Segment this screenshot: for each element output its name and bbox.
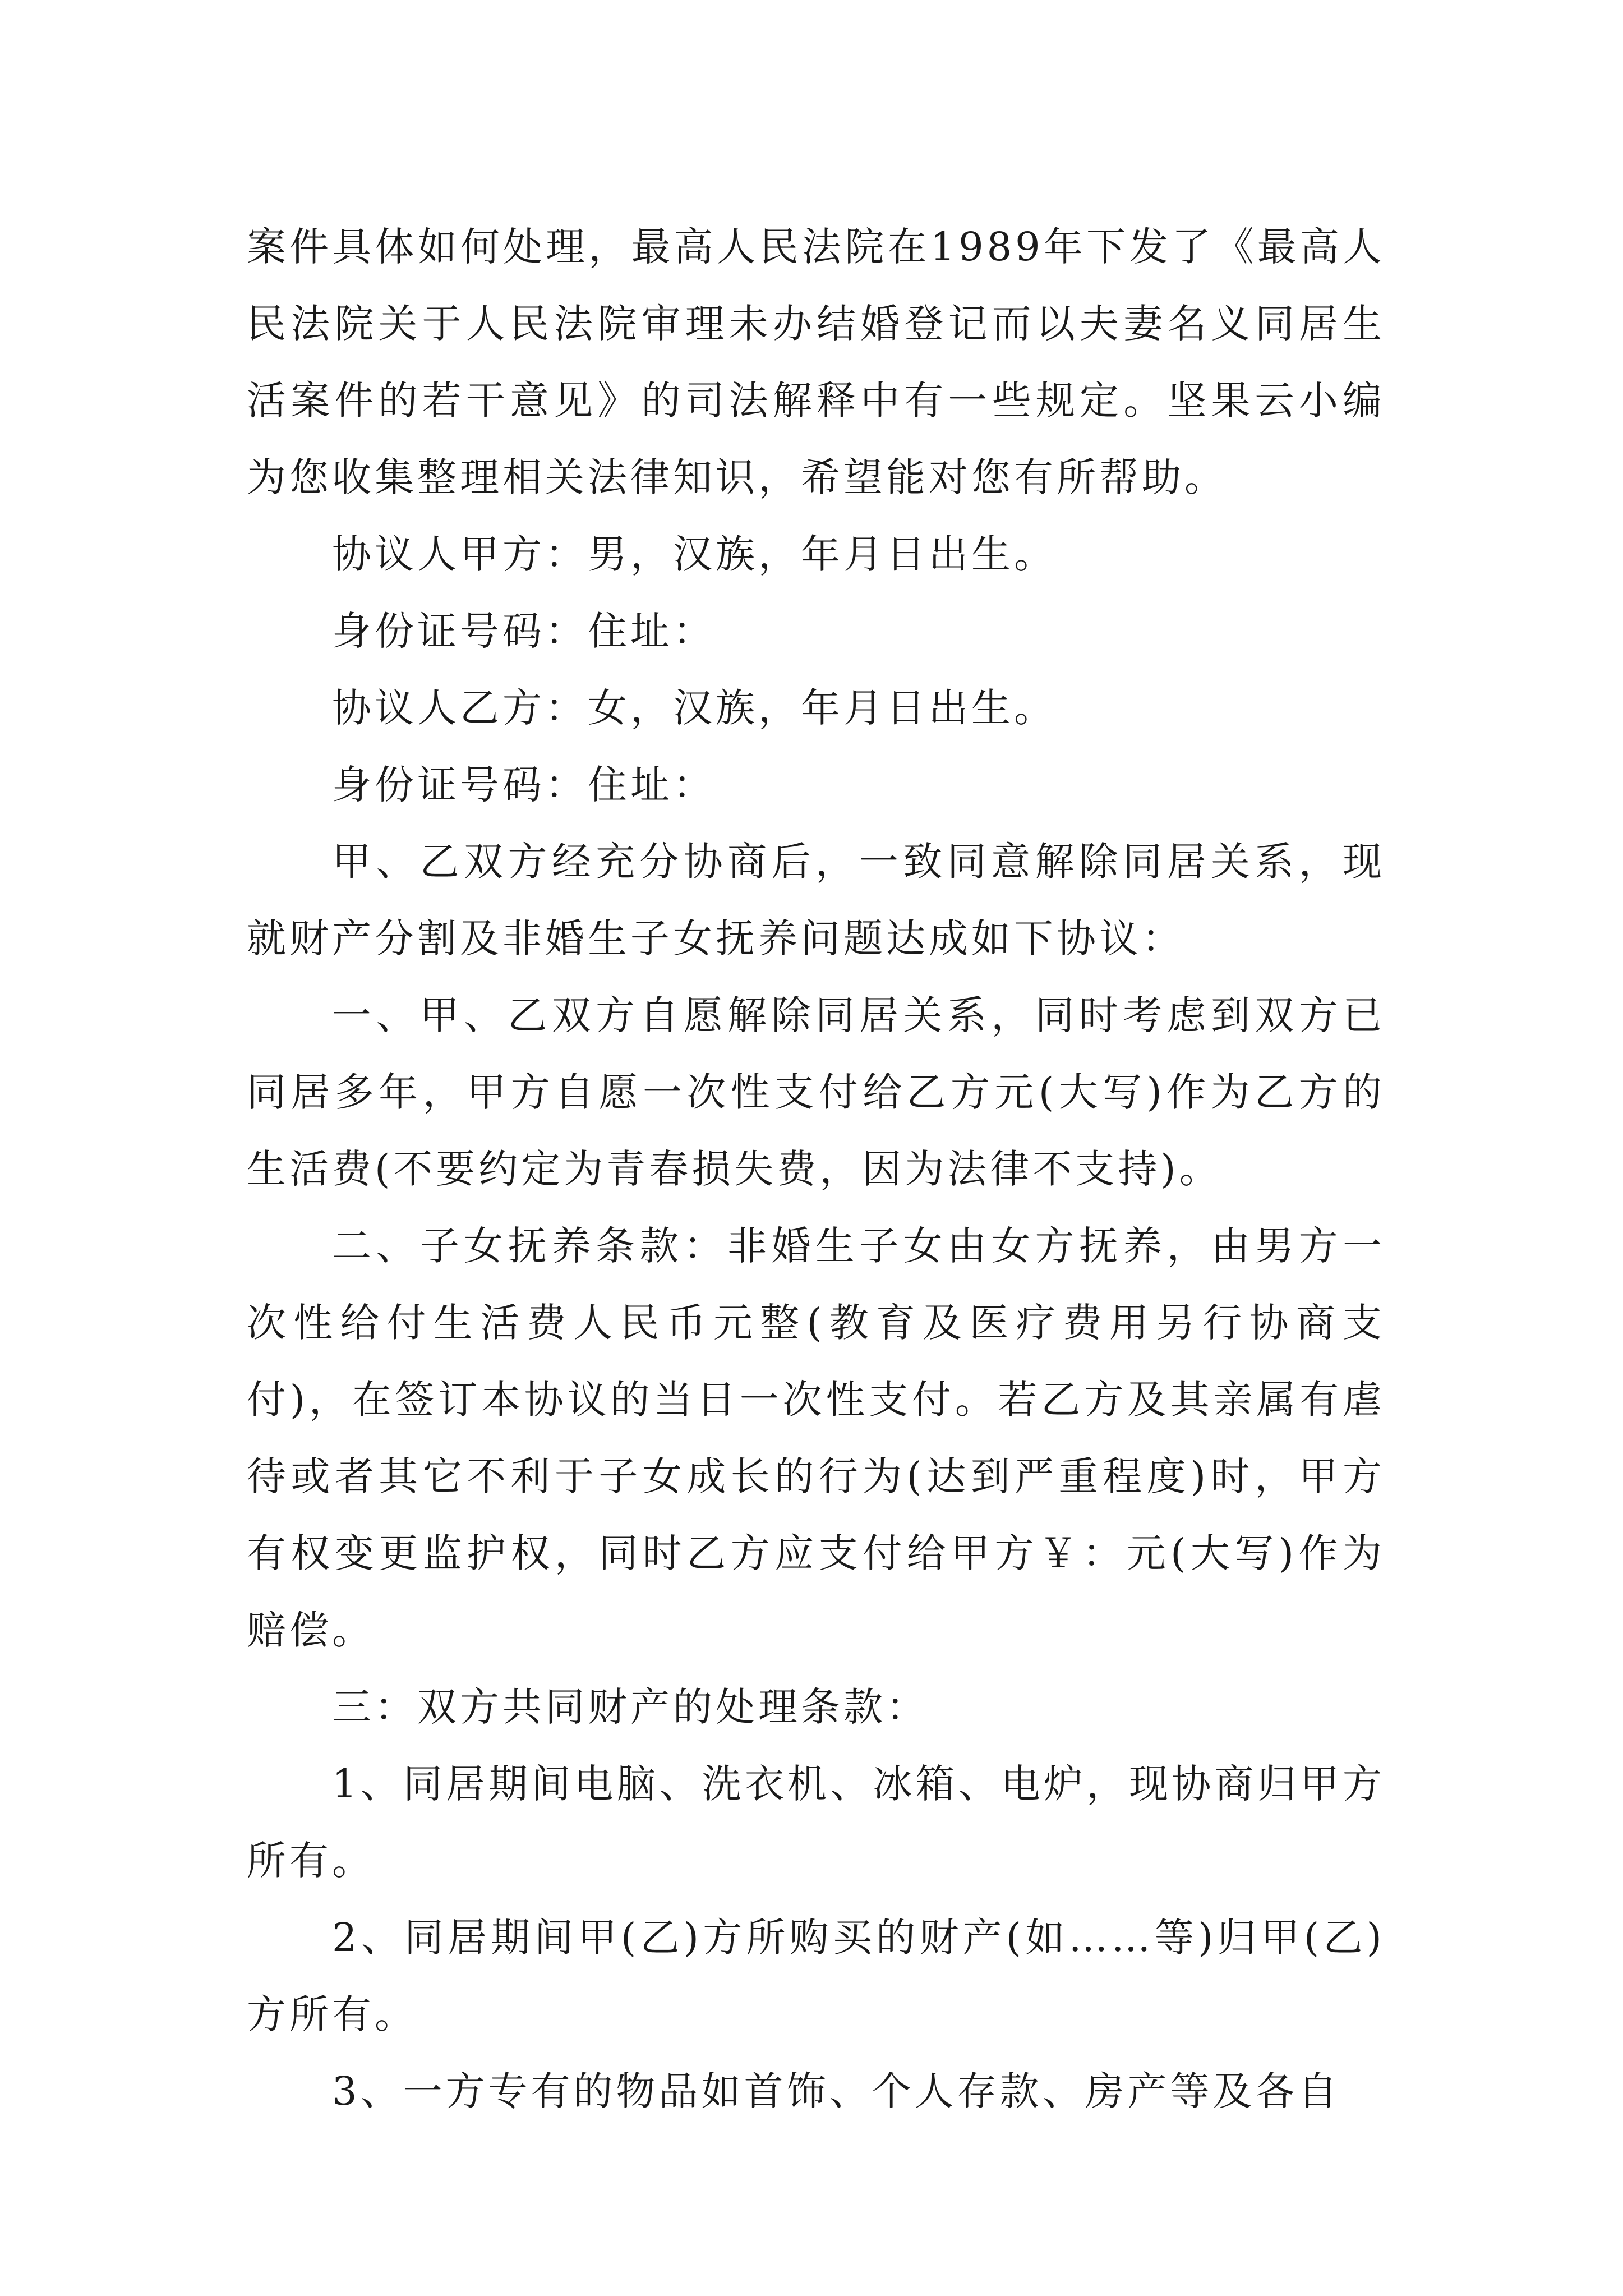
paragraph-party-b: 协议人乙方：女，汉族，年月日出生。 — [332, 685, 1057, 731]
paragraph-intro: 案件具体如何处理，最高人民法院在1989年下发了《最高人民法院关于人民法院审理未办结婚登记而以夫妻名义同居生活案件的若干意见》的司法解释中有一些规定。坚果云小编为您收集整理相关法律知识，希望能对您有所帮助。 — [247, 224, 1385, 500]
paragraph-clause-3-item-1: 1、同居期间电脑、洗衣机、冰箱、电炉，现协商归甲方所有。 — [247, 1761, 1385, 1884]
paragraph-clause-3-heading: 三：双方共同财产的处理条款： — [332, 1684, 929, 1730]
paragraph-party-a-id: 身份证号码：住址： — [332, 608, 716, 654]
paragraph-party-a: 协议人甲方：男，汉族，年月日出生。 — [332, 531, 1057, 577]
document-body — [247, 209, 1385, 2130]
paragraph-agreement-preamble: 甲、乙双方经充分协商后，一致同意解除同居关系，现就财产分割及非婚生子女抚养问题达成如下协议： — [247, 839, 1385, 961]
paragraph-clause-3-item-2: 2、同居期间甲(乙)方所购买的财产(如……等)归甲(乙)方所有。 — [247, 1915, 1385, 2037]
paragraph-clause-3-item-3: 3、一方专有的物品如首饰、个人存款、房产等及各自 — [332, 2068, 1341, 2114]
paragraph-clause-1: 一、甲、乙双方自愿解除同居关系，同时考虑到双方已同居多年，甲方自愿一次性支付给乙方元(大写)作为乙方的生活费(不要约定为青春损失费，因为法律不支持)。 — [247, 992, 1385, 1192]
paragraph-clause-2: 二、子女抚养条款：非婚生子女由女方抚养，由男方一次性给付生活费人民币元整(教育及医疗费用另行协商支付)，在签订本协议的当日一次性支付。若乙方及其亲属有虐待或者其它不利于子女成长的行为(达到严重程度)时，甲方有权变更监护权，同时乙方应支付给甲方￥：元(大写)作为赔偿。 — [247, 1223, 1385, 1653]
paragraph-party-b-id: 身份证号码：住址： — [332, 762, 716, 808]
